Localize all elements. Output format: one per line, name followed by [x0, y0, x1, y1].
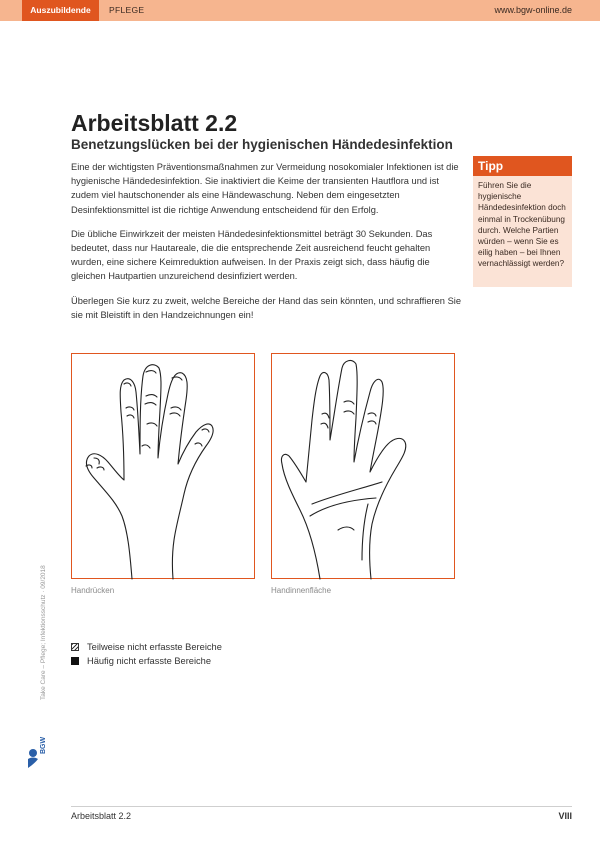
header-bar	[0, 0, 600, 21]
hand-back-icon	[72, 354, 256, 580]
audience-tag: Auszubildende	[22, 0, 99, 21]
page-number: VIII	[558, 811, 572, 821]
legend-partial-label: Teilweise nicht erfasste Bereiche	[87, 642, 222, 652]
page-title: Arbeitsblatt 2.2	[71, 110, 238, 136]
hand-back-drawing[interactable]	[71, 353, 255, 579]
paragraph-einwirkzeit: Die übliche Einwirkzeit der meisten Händedesinfektionsmittel beträgt 30 Sekunden. Das bedeutet, dass nur Hautareale, die die entsprechende Zeit ausreichend feucht gehalten wurden, eine sichere Keimreduktion aufweisen. In der Praxis zeigt sich, dass häufig die gleichen Hautpartien unzureichend desinfiziert werden.	[71, 228, 433, 282]
paragraph-task: Überlegen Sie kurz zu zweit, welche Bereiche der Hand das sein könnten, und schraffieren Sie sie mit Bleistift in den Handzeichnungen ein!	[71, 295, 462, 320]
paragraph-intro: Eine der wichtigsten Präventionsmaßnahmen zur Vermeidung nosokomialer Infektionen ist die hygienische Händedesinfektion. Sie inaktiviert die Keime der transienten Hautflora und ist zudem viel hautschonender als eine Händewaschung. Neben dem eingesetzten Desinfektionsmittel ist die richtige Anwendung entscheidend für den Erfolg.	[71, 162, 459, 215]
hand-back-caption: Handrücken	[71, 586, 115, 595]
solid-swatch-icon	[71, 657, 79, 665]
legend-item-partial	[71, 640, 222, 654]
tip-text: Führen Sie die hygienische Händedesinfektion doch einmal in Trockenübung durch. Welche Partien würden – wenn Sie es eilig haben – bei Ihnen vernachlässigt werden?	[478, 181, 566, 269]
website-link[interactable]: www.bgw-online.de	[494, 5, 572, 15]
hand-palm-drawing[interactable]	[271, 353, 455, 579]
tip-box	[473, 156, 572, 287]
bgw-logo-text: BGW	[40, 736, 47, 754]
page-subtitle: Benetzungslücken bei der hygienischen Händedesinfektion	[71, 137, 453, 152]
legend-often-label: Häufig nicht erfasste Bereiche	[87, 656, 212, 666]
body-text	[71, 160, 461, 332]
footer-title: Arbeitsblatt 2.2	[71, 811, 132, 821]
tip-title: Tipp	[473, 156, 572, 176]
section-label: PFLEGE	[109, 5, 145, 15]
hatch-swatch-icon	[71, 643, 79, 651]
footer-divider	[71, 806, 572, 807]
hand-palm-caption: Handinnenfläche	[271, 586, 332, 595]
legend-item-often	[71, 654, 222, 668]
legend	[71, 640, 222, 668]
hand-palm-icon	[272, 354, 456, 580]
side-note: Take Care – Pflege; Infektionsschutz · 09/2018	[40, 565, 47, 700]
bgw-logo-icon	[27, 748, 39, 770]
